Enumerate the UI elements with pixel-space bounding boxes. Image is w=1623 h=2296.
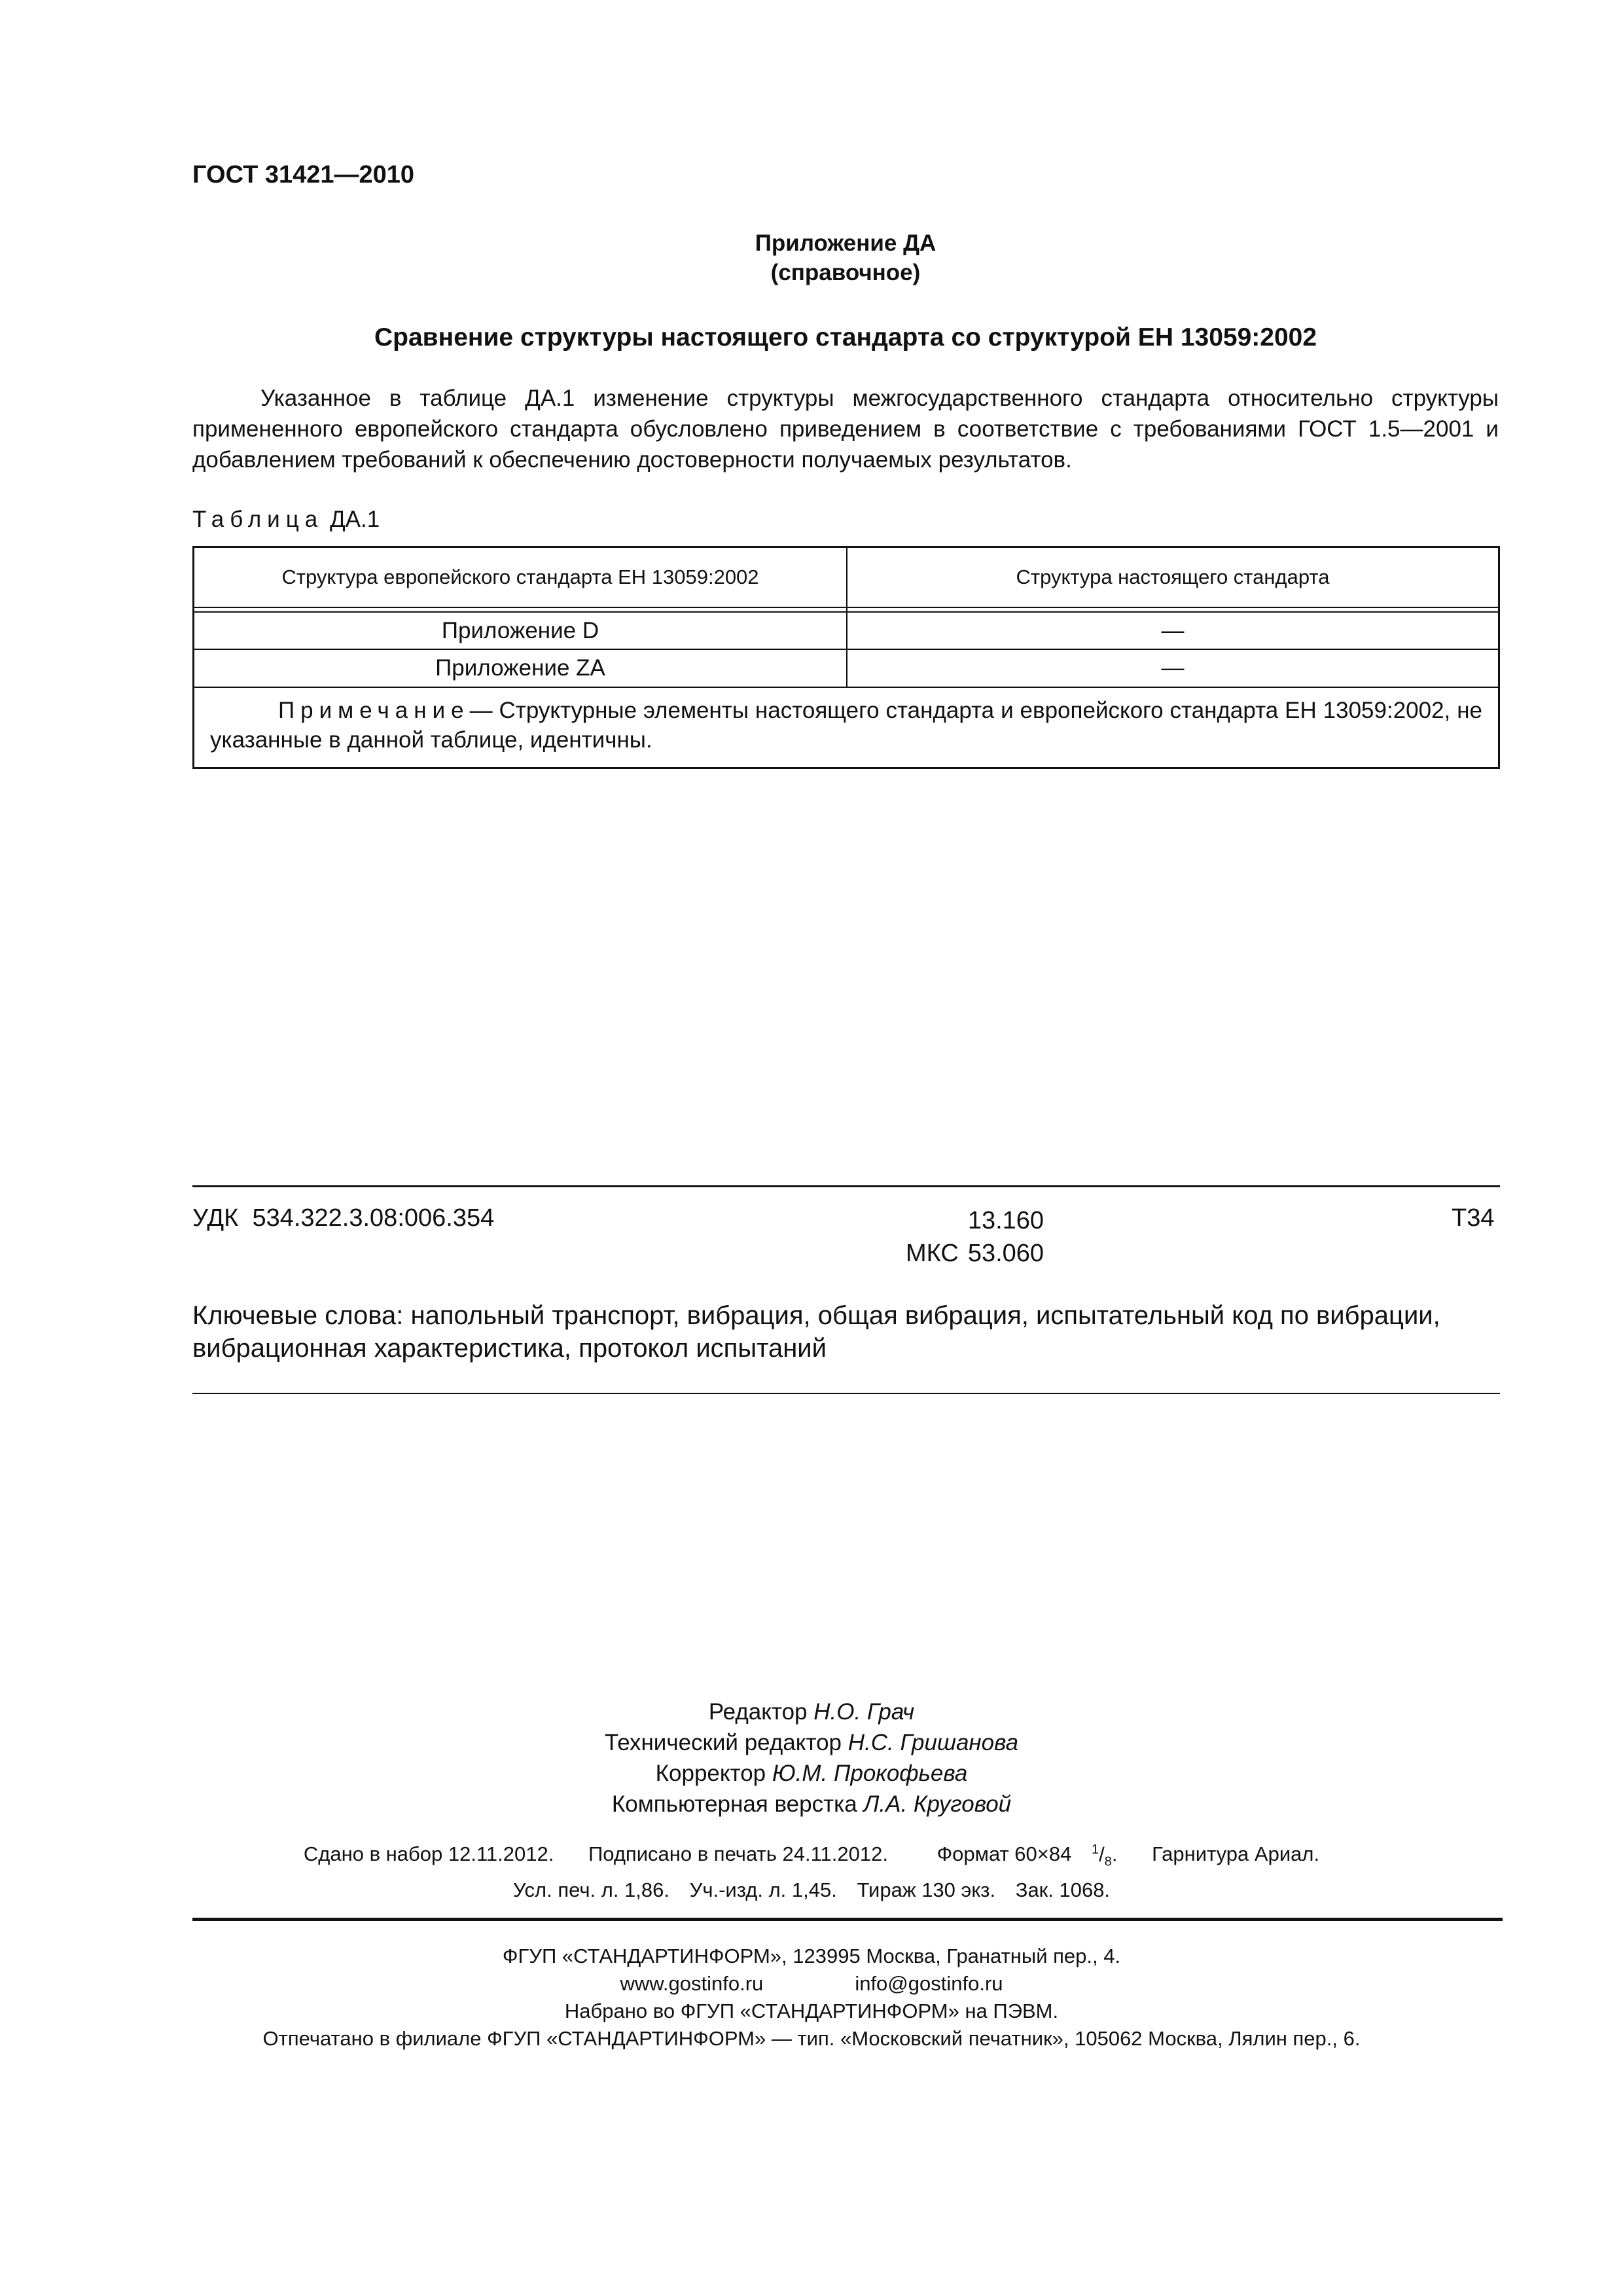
classification-code: Т34 [1452, 1204, 1495, 1232]
intro-text: Указанное в таблице ДА.1 изменение структуры межгосударственного стандарта относительно структуры примененного европейского стандарта обусловлено приведением в соответствие с требованиями ГОСТ 1.5—2001 и добавлением требований к обеспечению достоверности получаемых результатов. [192, 386, 1499, 473]
section-rule [192, 1185, 1500, 1187]
mks-value: 53.060 [967, 1240, 1044, 1267]
appendix-title: Приложение ДА [755, 230, 936, 256]
credit-name: Л.А. Круговой [863, 1791, 1012, 1817]
credit-row [0, 1696, 1623, 1727]
table-header-cell: Структура настоящего стандарта [1016, 565, 1330, 588]
mks-value: 13.160 [967, 1207, 1044, 1234]
publisher-address: ФГУП «СТАНДАРТИНФОРМ», 123995 Москва, Гранатный пер., 4. [502, 1945, 1121, 1967]
udk-label: УДК [192, 1204, 239, 1232]
section-rule [192, 1393, 1500, 1394]
udk-code [192, 1204, 494, 1232]
appendix-subtitle: (справочное) [770, 260, 921, 285]
website-link[interactable]: www.gostinfo.ru [620, 1972, 764, 1995]
credit-name: Н.О. Грач [813, 1699, 915, 1725]
credit-role: Редактор [708, 1699, 808, 1725]
credit-name: Н.С. Гришанова [847, 1730, 1019, 1755]
credit-row [0, 1789, 1623, 1820]
note-text: — Структурные элементы настоящего стандарта и европейского стандарта ЕН 13059:2002, не указанные в данной таблице, идентичны. [210, 698, 1482, 753]
order-number: Зак. 1068. [1015, 1878, 1111, 1901]
section-heading: Сравнение структуры настоящего стандарта со структурой ЕН 13059:2002 [374, 323, 1317, 351]
table-column-divider [846, 548, 847, 688]
circulation: Тираж 130 экз. [857, 1878, 996, 1901]
mks-label: МКС [906, 1240, 959, 1267]
print-info-line [0, 1878, 1623, 1902]
credit-row [0, 1727, 1623, 1758]
pub-sheets: Уч.-изд. л. 1,45. [689, 1878, 837, 1901]
table-cell: — [1161, 655, 1185, 681]
mks-code [906, 1204, 1044, 1270]
credit-row [0, 1758, 1623, 1789]
printed-info: Отпечатано в филиале ФГУП «СТАНДАРТИНФОРМ» — тип. «Московский печатник», 105062 Москва, Лялин пер., 6. [262, 2027, 1361, 2050]
comparison-table [192, 546, 1500, 769]
credit-role: Технический редактор [604, 1730, 842, 1755]
signed-date: Подписано в печать 24.11.2012. [588, 1842, 888, 1866]
document-id: ГОСТ 31421—2010 [192, 161, 415, 188]
keywords: Ключевые слова: напольный транспорт, вибрация, общая вибрация, испытательный код по вибрации, вибрационная характеристика, протокол испытаний [192, 1301, 1440, 1363]
note-label: Примечание [278, 698, 470, 723]
publisher-block [0, 1943, 1623, 2053]
table-caption-prefix: Таблица [192, 507, 324, 532]
footer-rule [192, 1918, 1503, 1921]
table-cell: Приложение ZA [435, 655, 605, 681]
email-link[interactable]: info@gostinfo.ru [855, 1972, 1003, 1995]
intro-paragraph [192, 383, 1499, 475]
print-info-line [0, 1842, 1623, 1870]
table-caption-id: ДА.1 [329, 507, 380, 532]
table-header-cell: Структура европейского стандарта ЕН 13059:2002 [281, 565, 759, 588]
print-sheets: Усл. печ. л. 1,86. [512, 1878, 669, 1901]
credits-block [0, 1696, 1623, 1820]
credit-name: Ю.М. Прокофьева [772, 1761, 968, 1786]
table-caption [192, 507, 380, 533]
format: Формат 60×84 $^1/_8$. [936, 1842, 1118, 1869]
typeset-info: Набрано во ФГУП «СТАНДАРТИНФОРМ» на ПЭВМ. [564, 2000, 1059, 2022]
table-cell: — [1161, 617, 1185, 643]
typeface: Гарнитура Ариал. [1152, 1842, 1320, 1866]
credit-role: Корректор [655, 1761, 766, 1786]
table-note [210, 696, 1482, 755]
udk-value: 534.322.3.08:006.354 [252, 1204, 495, 1232]
publisher-contacts [0, 1970, 1623, 1998]
table-cell: Приложение D [441, 617, 599, 643]
submitted-date: Сдано в набор 12.11.2012. [303, 1842, 554, 1866]
credit-role: Компьютерная верстка [611, 1791, 857, 1817]
